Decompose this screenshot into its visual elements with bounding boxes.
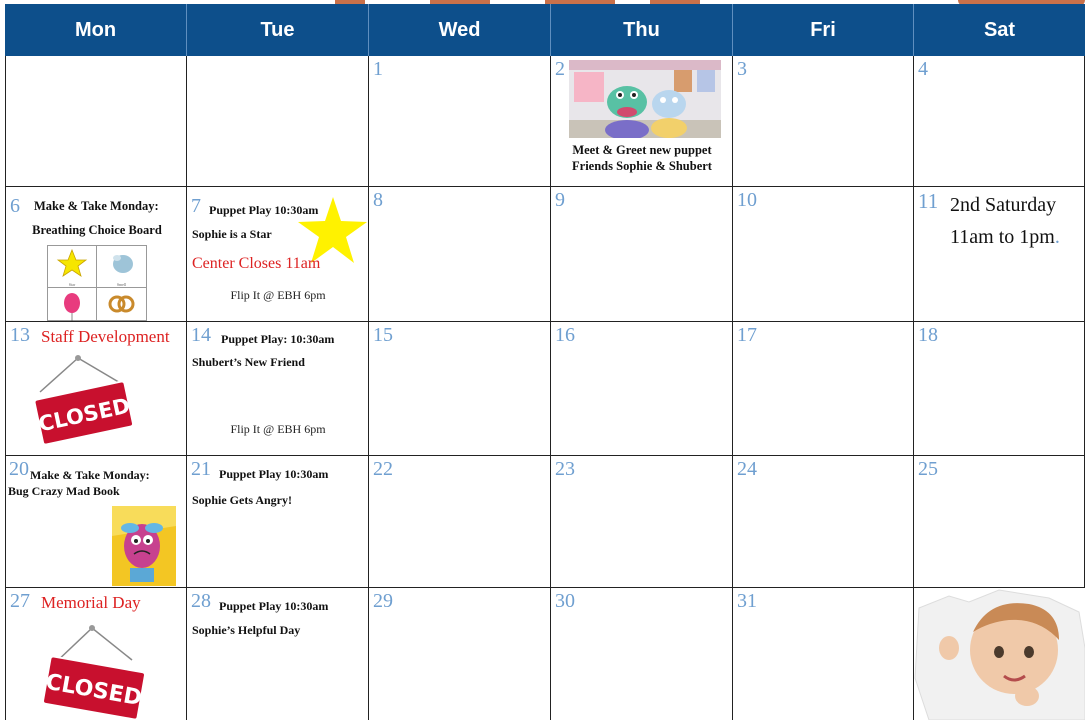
day-number: 25 (918, 458, 938, 480)
star-icon (48, 246, 96, 282)
bug-book-image (112, 506, 176, 586)
day-number: 6 (10, 195, 20, 217)
event-text: Puppet Play: 10:30am (221, 332, 335, 346)
day-cell-4[interactable] (914, 56, 1085, 187)
event-text: Sophie’s Helpful Day (192, 623, 301, 637)
day-number: 18 (918, 324, 938, 346)
day-number: 23 (555, 458, 575, 480)
day-number: 20 (9, 458, 29, 480)
weekday-thu: Thu (551, 4, 733, 56)
closed-sign-text: CLOSED (43, 669, 144, 712)
day-cell-10[interactable] (733, 187, 914, 322)
day-cell-empty (914, 588, 1085, 720)
day-cell-1[interactable] (369, 56, 551, 187)
day-number: 14 (191, 324, 211, 346)
closed-sign-image (30, 354, 140, 450)
event-text: Puppet Play 10:30am (219, 467, 329, 481)
choice-board-cell (97, 288, 146, 322)
closed-sign-image (36, 624, 148, 720)
day-number: 8 (373, 189, 383, 211)
event-text: Sophie is a Star (192, 227, 272, 241)
day-cell-2[interactable] (551, 56, 733, 187)
day-cell-14[interactable] (187, 322, 369, 456)
event-text-small: Flip It @ EBH 6pm (230, 422, 326, 436)
choice-label: Smell (116, 282, 127, 287)
day-number: 24 (737, 458, 757, 480)
day-number: 16 (555, 324, 575, 346)
baby-photo (914, 588, 1085, 720)
day-number: 27 (10, 590, 30, 612)
smell-icon (97, 246, 145, 282)
balloon-icon (48, 288, 96, 322)
trailing-dot: . (1054, 226, 1060, 248)
day-cell-28[interactable] (187, 588, 369, 720)
day-cell-29[interactable] (369, 588, 551, 720)
day-number: 22 (373, 458, 393, 480)
day-number: 21 (191, 458, 211, 480)
closed-sign-text: CLOSED (36, 393, 133, 437)
day-number: 3 (737, 58, 747, 80)
event-text-small: Flip It @ EBH 6pm (230, 288, 326, 302)
weekday-fri: Fri (733, 4, 914, 56)
day-cell-18[interactable] (914, 322, 1085, 456)
day-cell-8[interactable] (369, 187, 551, 322)
choice-board-cell (48, 288, 97, 322)
day-number: 15 (373, 324, 393, 346)
event-text-red: Center Closes 11am (192, 255, 321, 272)
event-text-span: 2nd Saturday 11am to 1pm (950, 194, 1057, 248)
event-text: Bug Crazy Mad Book (8, 484, 120, 498)
choice-board-image (47, 245, 147, 321)
choice-label: Star (68, 282, 76, 287)
day-cell-7[interactable] (187, 187, 369, 322)
day-cell-empty (5, 56, 187, 187)
weekday-header (5, 4, 1085, 56)
event-text: Shubert’s New Friend (192, 355, 305, 369)
event-text: Puppet Play 10:30am (209, 203, 319, 217)
event-text: Make & Take Monday: (30, 468, 150, 482)
day-cell-25[interactable] (914, 456, 1085, 588)
day-cell-17[interactable] (733, 322, 914, 456)
day-cell-3[interactable] (733, 56, 914, 187)
day-number: 1 (373, 58, 383, 80)
event-text: Meet & Greet new puppet Friends Sophie & Shubert (572, 143, 712, 173)
day-number: 7 (191, 195, 201, 217)
day-number: 9 (555, 189, 565, 211)
day-number: 31 (737, 590, 757, 612)
event-text: Puppet Play 10:30am (219, 599, 329, 613)
event-text: Breathing Choice Board (32, 223, 162, 237)
event-text (950, 189, 1082, 253)
day-cell-16[interactable] (551, 322, 733, 456)
choice-board-cell (97, 246, 146, 288)
day-number: 10 (737, 189, 757, 211)
day-number: 17 (737, 324, 757, 346)
calendar-grid (5, 56, 1085, 720)
day-cell-6[interactable] (5, 187, 187, 322)
day-cell-15[interactable] (369, 322, 551, 456)
weekday-tue: Tue (187, 4, 369, 56)
weekday-mon: Mon (5, 4, 187, 56)
weekday-wed: Wed (369, 4, 551, 56)
event-text: Sophie Gets Angry! (192, 493, 293, 507)
event-text-red: Staff Development (41, 327, 170, 346)
day-number: 28 (191, 590, 211, 612)
weekday-sat: Sat (983, 18, 1016, 41)
day-number: 2 (555, 58, 565, 80)
day-cell-23[interactable] (551, 456, 733, 588)
event-text-red: Memorial Day (41, 593, 141, 612)
day-cell-24[interactable] (733, 456, 914, 588)
pretzel-icon (97, 288, 145, 322)
day-cell-empty (187, 56, 369, 187)
day-number: 4 (918, 58, 928, 80)
puppet-photo (569, 60, 721, 138)
day-cell-30[interactable] (551, 588, 733, 720)
day-cell-21[interactable] (187, 456, 369, 588)
event-text: Make & Take Monday: (34, 199, 159, 213)
day-cell-27[interactable] (5, 588, 187, 720)
day-cell-13[interactable] (5, 322, 187, 456)
day-number: 13 (10, 324, 30, 346)
day-cell-20[interactable] (5, 456, 187, 588)
day-number: 29 (373, 590, 393, 612)
choice-board-cell (48, 246, 97, 288)
day-cell-22[interactable] (369, 456, 551, 588)
day-cell-9[interactable] (551, 187, 733, 322)
day-cell-11[interactable] (914, 187, 1085, 322)
day-cell-31[interactable] (733, 588, 914, 720)
day-number: 11 (918, 189, 939, 213)
day-number: 30 (555, 590, 575, 612)
